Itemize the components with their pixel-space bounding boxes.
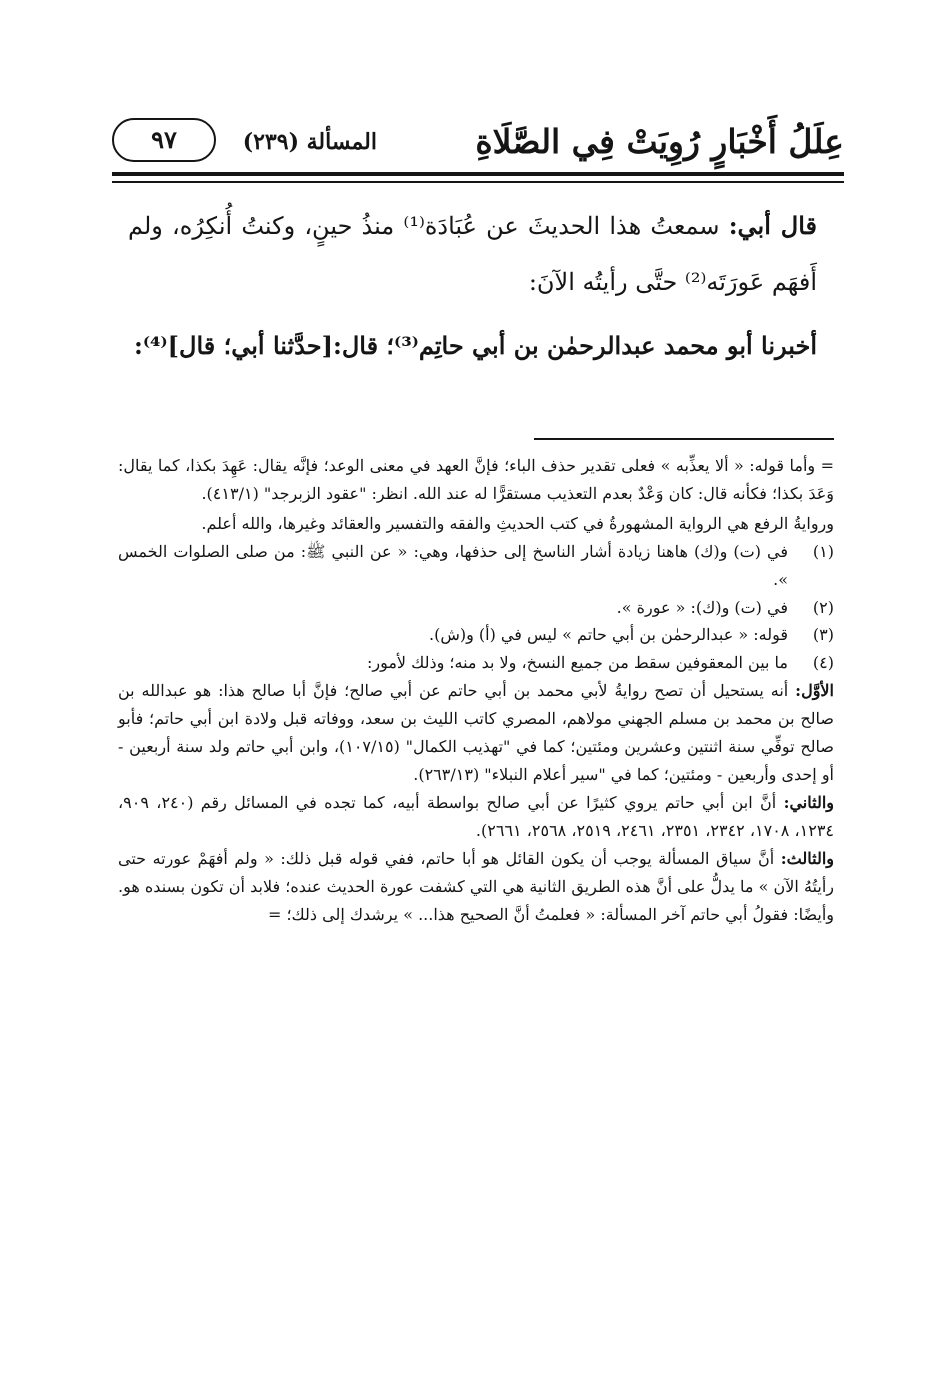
footnote-4-reason-3 xyxy=(118,845,834,929)
footnote-2 xyxy=(118,594,834,622)
reason-label: الأوَّل: xyxy=(795,681,834,701)
reason-text: أنَّ سياق المسألة يوجب أن يكون القائل هو أبا حاتم، ففي قوله قبل ذلك: « ولم أفهَمْ عورته حتى رأيتُهُ الآن » ما يدلُّ على أنَّ هذه الطريق الثانية هي التي كشفت عورة الحديث عنده؛ فلابد أن تكون بسنده هو. وأيضًا: فقولُ أبي حاتم آخر المسألة: « فعلمتُ أنَّ الصحيح هذا... » يرشدك إلى ذلك؛ = xyxy=(118,848,834,924)
footnote-3 xyxy=(118,621,834,649)
footnote-number: (٤) xyxy=(812,653,834,673)
footnotes xyxy=(118,450,834,928)
reason-text: أنَّ ابن أبي حاتم يروي كثيرًا عن أبي صالح بواسطة أبيه، كما تجده في المسائل رقم (٢٤٠، ٩٠٩، ١٢٣٤، ١٧٠٨، ٢٣٤٢، ٢٣٥١، ٢٤٦١، ٢٥١٩، ٢٥٦٨، ٢٦٦١). xyxy=(118,792,834,840)
issue-label: المسألة (٢٣٩) xyxy=(242,129,377,155)
footnote-separator xyxy=(534,438,834,440)
footnote-4 xyxy=(118,649,834,677)
main-paragraph-2 xyxy=(128,318,817,374)
footnote-number: (٢) xyxy=(812,597,834,617)
footnote-4-reason-2 xyxy=(118,789,834,845)
footnote-text: ما بين المعقوفين سقط من جميع النسخ، ولا بد منه؛ وذلك لأمور: xyxy=(366,653,788,673)
footnote-4-reason-1 xyxy=(118,677,834,789)
footnote-1 xyxy=(118,538,834,594)
footnote-text: في (ت) و(ك) هاهنا زيادة أشار الناسخ إلى حذفها، وهي: « عن النبي ﷺ: من صلى الصلوات الخمس ». xyxy=(118,541,789,589)
reason-text: أنه يستحيل أن تصح روايةُ لأبي محمد بن أبي حاتم عن أبي صالح؛ فإنَّ أبا صالح هذا: هو عبدالله بن صالح بن محمد بن مسلم الجهني مولاهم، المصري كاتب الليث بن سعد، ووفاته قبل ولادة ابن أبي حاتم؛ فأبو صالح توفِّي سنة اثنتين وعشرين ومئتين؛ كما في "تهذيب الكمال" (١٠٧/١٥)، وابن أبي حاتم ولد سنة أربعين - أو إحدى وأربعين - ومئتين؛ كما في "سير أعلام النبلاء" (٢٦٣/١٣). xyxy=(118,681,835,784)
footnote-continuation: = وأما قوله: « ألا يعذِّبه » فعلى تقدير حذف الباء؛ فإنَّ العهد في معنى الوعد؛ فإنَّه يقال: عَهِدَ بكذا، كما يقال: وَعَدَ بكذا؛ فكأنه قال: كان وَعْدٌ بعدم التعذيب مستقرًّا له عند الله. انظر: "عقود الزبرجد" (٤١٣/١). xyxy=(118,456,834,503)
main-text xyxy=(128,198,817,374)
footnote-text: قوله: « عبدالرحمٰن بن أبي حاتم » ليس في (أ) و(ش). xyxy=(428,625,788,645)
speaker-label: قال أبي: xyxy=(728,211,817,240)
footnote-number: (٣) xyxy=(812,625,834,645)
main-paragraph-2-text: أخبرنا أبو محمد عبدالرحمٰن بن أبي حاتِم⁽³⁾؛ قال:[حدَّثنا أبي؛ قال]⁽⁴⁾: xyxy=(134,331,817,360)
footnote-number: (١) xyxy=(812,541,834,561)
main-paragraph-1 xyxy=(128,198,817,310)
reason-label: والثاني: xyxy=(783,792,835,812)
page-number-badge: ٩٧ xyxy=(112,118,216,162)
header-rule-thin xyxy=(112,181,844,183)
footnote-text: في (ت) و(ك): « عورة ». xyxy=(616,597,788,617)
running-title: عِلَلُ أَخْبَارٍ رُوِيَتْ فِي الصَّلَاةِ xyxy=(475,122,844,161)
reason-label: والثالث: xyxy=(780,848,835,868)
main-paragraph-1-text: سمعتُ هذا الحديثَ عن عُبَادَة⁽¹⁾ منذُ حينٍ، وكنتُ أُنكِرُه، ولم أَفهَم عَورَتَه⁽²⁾ حتَّى رأيتُه الآنَ: xyxy=(128,212,817,296)
header-rule-thick xyxy=(112,172,844,176)
footnote-continuation: وروايةُ الرفع هي الرواية المشهورةُ في كتب الحديثِ والفقه والتفسير والعقائد وغيرها، والله أعلم. xyxy=(201,513,834,533)
